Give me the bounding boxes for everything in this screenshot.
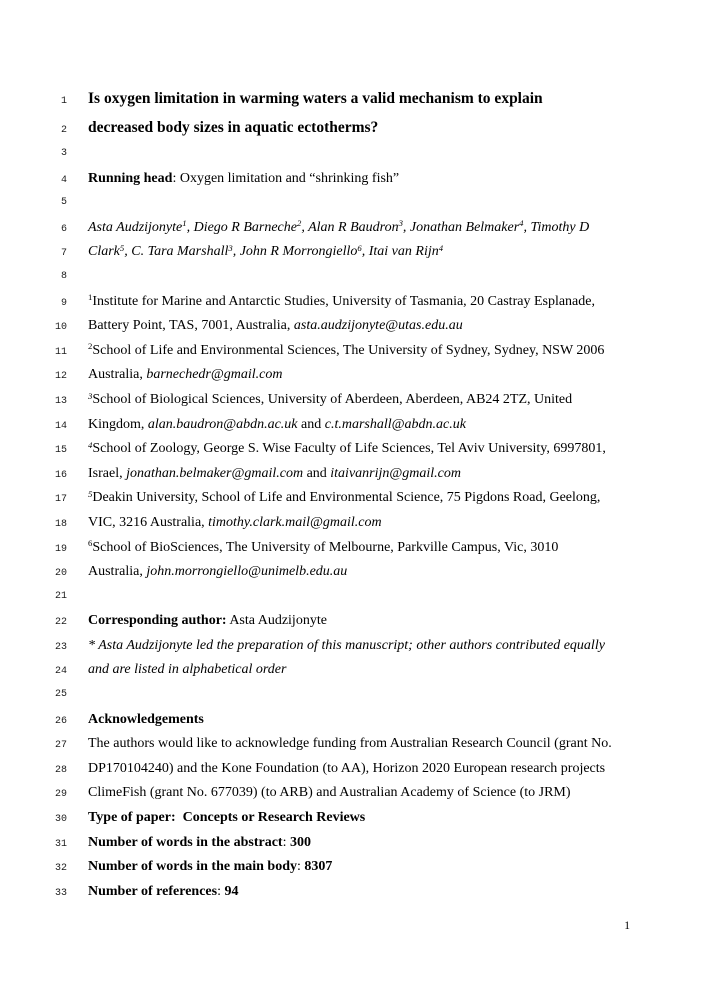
page-number: 1	[624, 920, 630, 932]
line-number: 20	[54, 568, 67, 580]
line-number: 25	[54, 689, 67, 701]
line-number: 5	[60, 197, 67, 209]
line-number: 32	[54, 863, 67, 875]
manuscript-line	[0, 708, 707, 733]
line-number: 12	[54, 371, 67, 383]
text-segment: john.morrongiello@unimelb.edu.au	[146, 564, 348, 580]
manuscript-line	[0, 363, 707, 388]
text-segment: VIC, 3216 Australia,	[88, 514, 209, 530]
manuscript-line	[0, 880, 707, 905]
superscript: 5	[88, 488, 93, 499]
line-text	[67, 240, 443, 265]
line-text	[67, 84, 543, 113]
text-segment: decreased body sizes in aquatic ectotherms?	[88, 119, 379, 136]
line-text	[67, 413, 466, 438]
superscript: 5	[119, 243, 125, 254]
manuscript-lines	[0, 84, 707, 904]
text-segment: and are listed in alphabetical order	[88, 662, 287, 678]
manuscript-line	[0, 191, 707, 216]
text-segment: Kingdom,	[88, 416, 148, 432]
text-segment: Asta Audzijonyte	[226, 613, 327, 629]
line-number: 14	[54, 420, 67, 432]
line-number: 15	[54, 445, 67, 457]
line-number: 1	[60, 96, 67, 107]
manuscript-line	[0, 413, 707, 438]
line-text	[67, 708, 204, 733]
text-segment: 300	[289, 834, 311, 850]
line-text	[67, 781, 571, 806]
line-text	[67, 462, 461, 487]
line-text	[67, 560, 347, 585]
manuscript-line	[0, 806, 707, 831]
manuscript-line	[0, 240, 707, 265]
manuscript-line	[0, 462, 707, 487]
line-text	[67, 216, 589, 241]
line-number: 10	[54, 322, 67, 334]
superscript: 4	[519, 218, 524, 229]
text-segment: School of Zoology, George S. Wise Faculty of Life Sciences, Tel Aviv University, 6997801,	[92, 441, 606, 457]
text-segment: , Alan R Baudron	[301, 219, 399, 235]
manuscript-line	[0, 831, 707, 856]
text-segment: barnechedr@gmail.com	[146, 367, 283, 383]
line-number: 33	[54, 887, 67, 899]
manuscript-line	[0, 781, 707, 806]
manuscript-line	[0, 560, 707, 585]
text-segment: Number of words in the main body	[88, 859, 297, 875]
manuscript-line	[0, 265, 707, 290]
line-text	[67, 511, 382, 536]
line-number: 8	[60, 270, 67, 282]
line-text	[67, 437, 606, 462]
line-number: 24	[54, 666, 67, 678]
text-segment: and	[297, 416, 325, 432]
line-text	[67, 634, 605, 659]
manuscript-line	[0, 658, 707, 683]
text-segment: , Diego R Barneche	[186, 219, 297, 235]
text-segment: Battery Point, TAS, 7001, Australia,	[88, 318, 294, 334]
line-number: 28	[54, 764, 67, 776]
line-text	[67, 855, 332, 880]
manuscript-line	[0, 113, 707, 142]
line-number: 31	[54, 838, 67, 850]
line-text	[67, 880, 238, 905]
text-segment: : Oxygen limitation and “shrinking fish”	[172, 170, 400, 186]
line-text	[67, 167, 399, 192]
line-number: 19	[54, 543, 67, 555]
superscript: 2	[88, 341, 93, 352]
manuscript-line	[0, 437, 707, 462]
superscript: 6	[357, 243, 362, 254]
text-segment: The authors would like to acknowledge funding from Australian Research Council (grant No.	[88, 736, 612, 752]
text-segment: , Timothy D	[523, 219, 590, 235]
manuscript-line	[0, 855, 707, 880]
manuscript-line	[0, 683, 707, 708]
text-segment: DP170104240) and the Kone Foundation (to AA), Horizon 2020 European research projects	[88, 760, 606, 776]
superscript: 2	[297, 218, 302, 229]
line-text	[67, 113, 378, 142]
text-segment: Is oxygen limitation in warming waters a valid mechanism to explain	[88, 90, 543, 107]
line-text	[67, 339, 604, 364]
line-number: 18	[54, 518, 67, 530]
line-text	[67, 732, 612, 757]
line-number: 23	[54, 641, 67, 653]
text-segment: , Jonathan Belmaker	[402, 219, 520, 235]
line-number: 9	[60, 297, 67, 309]
text-segment: ClimeFish (grant No. 677039) (to ARB) and Australian Academy of Science (to JRM)	[88, 785, 571, 801]
line-number: 3	[60, 148, 67, 159]
text-segment: timothy.clark.mail@gmail.com	[208, 514, 382, 530]
manuscript-line	[0, 84, 707, 113]
text-segment: Israel,	[88, 465, 127, 481]
manuscript-line	[0, 167, 707, 192]
line-number: 26	[54, 715, 67, 727]
superscript: 3	[88, 390, 93, 401]
line-number: 2	[60, 125, 67, 136]
line-text	[67, 536, 558, 561]
line-text	[67, 388, 572, 413]
line-number: 21	[54, 590, 67, 602]
text-segment: Type of paper: Concepts or Research Reviews	[88, 810, 366, 826]
line-text	[67, 314, 463, 339]
manuscript-line	[0, 536, 707, 561]
text-segment: alan.baudron@abdn.ac.uk	[147, 416, 298, 432]
text-segment: 8307	[304, 859, 333, 875]
text-segment: 94	[224, 883, 239, 899]
superscript: 3	[398, 218, 403, 229]
line-text	[67, 757, 605, 782]
manuscript-line	[0, 339, 707, 364]
line-text	[67, 806, 365, 831]
text-segment: Australia,	[88, 367, 147, 383]
line-text	[67, 486, 600, 511]
line-number: 22	[54, 617, 67, 629]
manuscript-line	[0, 757, 707, 782]
manuscript-line	[0, 732, 707, 757]
superscript: 1	[182, 218, 187, 229]
line-text	[67, 609, 327, 634]
manuscript-line	[0, 609, 707, 634]
text-segment: jonathan.belmaker@gmail.com	[126, 465, 304, 481]
text-segment: asta.audzijonyte@utas.edu.au	[293, 318, 463, 334]
text-segment: itaivanrijn@gmail.com	[330, 465, 461, 481]
line-text	[67, 658, 286, 683]
text-segment: * Asta Audzijonyte led the preparation of this manuscript; other authors contributed equally	[88, 637, 605, 653]
text-segment: Running head	[88, 170, 173, 186]
text-segment: and	[303, 465, 331, 481]
superscript: 4	[88, 439, 93, 450]
text-segment: :	[217, 883, 225, 899]
line-number: 30	[54, 814, 67, 826]
text-segment: School of BioSciences, The University of Melbourne, Parkville Campus, Vic, 3010	[92, 539, 559, 555]
manuscript-line	[0, 314, 707, 339]
text-segment: Clark	[88, 244, 120, 260]
text-segment: Corresponding author:	[88, 613, 227, 629]
line-number: 11	[54, 346, 67, 358]
text-segment: Asta Audzijonyte	[88, 219, 183, 235]
text-segment: c.t.marshall@abdn.ac.uk	[324, 416, 466, 432]
manuscript-line	[0, 511, 707, 536]
line-number: 16	[54, 469, 67, 481]
text-segment: Number of words in the abstract	[88, 834, 283, 850]
line-number: 7	[60, 248, 67, 260]
text-segment: Institute for Marine and Antarctic Studies, University of Tasmania, 20 Castray Esplanade,	[92, 293, 595, 309]
superscript: 4	[438, 243, 444, 254]
line-text	[67, 831, 311, 856]
text-segment: :	[282, 834, 290, 850]
text-segment: Number of references	[88, 883, 218, 899]
text-segment: Australia,	[88, 564, 147, 580]
manuscript-line	[0, 634, 707, 659]
superscript: 1	[88, 292, 93, 303]
text-segment: Deakin University, School of Life and Environmental Science, 75 Pigdons Road, Geelong,	[92, 490, 601, 506]
text-segment: School of Biological Sciences, University of Aberdeen, Aberdeen, AB24 2TZ, United	[92, 391, 573, 407]
text-segment: Acknowledgements	[88, 711, 204, 727]
text-segment: , Itai van Rijn	[361, 244, 439, 260]
manuscript-line	[0, 142, 707, 167]
superscript: 6	[88, 538, 93, 549]
line-text	[67, 363, 282, 388]
line-number: 4	[60, 174, 67, 186]
line-number: 27	[54, 740, 67, 752]
text-segment: :	[297, 859, 305, 875]
manuscript-line	[0, 486, 707, 511]
line-number: 29	[54, 789, 67, 801]
text-segment: , C. Tara Marshall	[124, 244, 229, 260]
manuscript-line	[0, 290, 707, 315]
line-text	[67, 290, 595, 315]
text-segment: School of Life and Environmental Sciences, The University of Sydney, Sydney, NSW 2006	[92, 342, 605, 358]
line-number: 13	[54, 395, 67, 407]
line-number: 6	[60, 223, 67, 235]
superscript: 3	[228, 243, 233, 254]
line-number: 17	[54, 494, 67, 506]
text-segment: , John R Morrongiello	[232, 244, 358, 260]
manuscript-line	[0, 388, 707, 413]
manuscript-line	[0, 216, 707, 241]
manuscript-line	[0, 585, 707, 610]
